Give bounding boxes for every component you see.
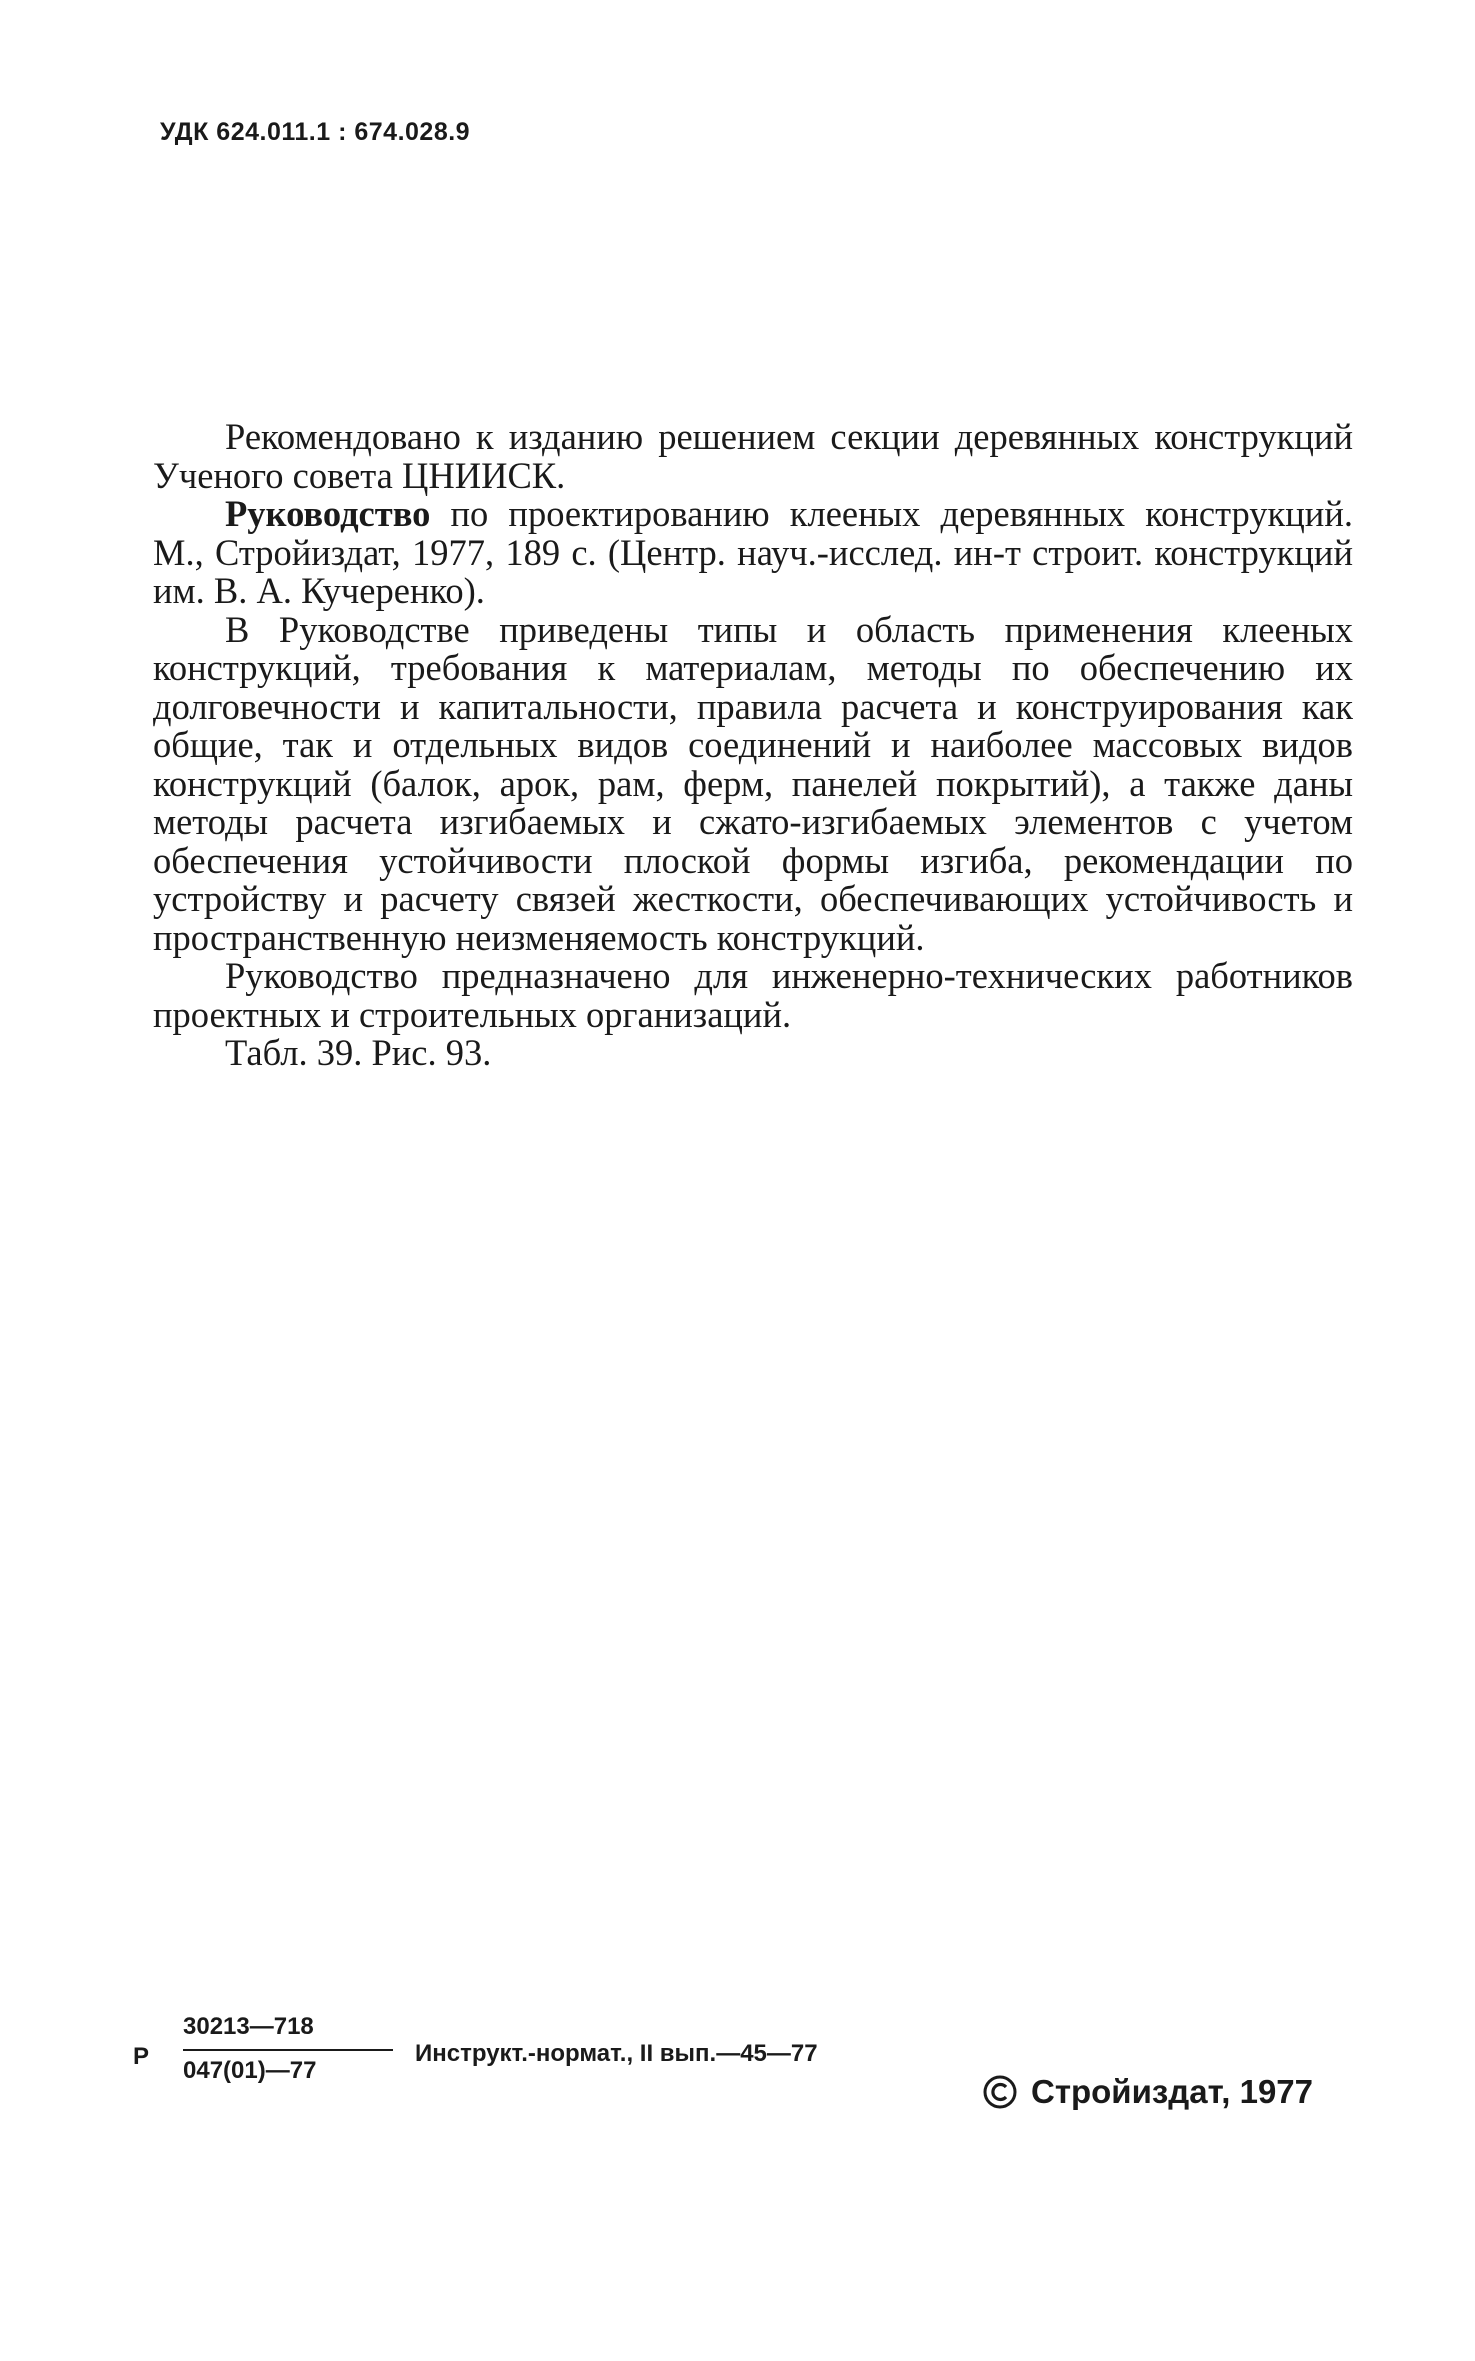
bibliographic-details: по проектированию клееных деревянных конструкций. М., Стройиздат, 1977, 189 с. (Центр. науч.-исслед. ин-т строит. конструкций им. В. А. Кучеренко). bbox=[153, 493, 1353, 611]
audience-paragraph: Руководство предназначено для инженерно-технических работников проектных и строительных организаций. bbox=[153, 955, 1353, 1035]
book-title-bold: Руководство bbox=[225, 493, 431, 534]
imprint-letter: Р bbox=[133, 2043, 150, 2070]
imprint-fraction bbox=[183, 2013, 316, 2085]
copyright-line bbox=[983, 2073, 1313, 2111]
copyright-icon bbox=[983, 2075, 1017, 2109]
fraction-denominator: 047(01)—77 bbox=[183, 2057, 317, 2084]
udk-code: УДК 624.011.1 : 674.028.9 bbox=[160, 118, 471, 146]
instruction-reference: Инструкт.-нормат., II вып.—45—77 bbox=[415, 2040, 818, 2067]
annotation-text bbox=[153, 418, 1353, 1073]
fraction-line bbox=[183, 2049, 393, 2051]
recommendation-paragraph: Рекомендовано к изданию решением секции деревянных конструкций Ученого совета ЦНИИСК. bbox=[153, 416, 1353, 496]
fraction-numerator: 30213—718 bbox=[183, 2013, 314, 2040]
content-summary-paragraph: В Руководстве приведены типы и область применения клееных конструкций, требования к материалам, методы по обеспечению их долговечности и капитальности, правила расчета и конструирования как общие, так и отдельных видов соединений и наиболее массовых видов конструкций (балок, арок, рам, ферм, панелей покрытий), а также даны методы расчета изгибаемых и сжато-изгибаемых элементов с учетом обеспечения устойчивости плоской формы изгиба, рекомендации по устройству и расчету связей жесткости, обеспечивающих устойчивость и пространственную неизменяемость конструкций. bbox=[153, 608, 1353, 958]
bibliographic-paragraph bbox=[153, 495, 1353, 611]
copyright-text: Стройиздат, 1977 bbox=[1031, 2073, 1314, 2110]
tables-figures-count: Табл. 39. Рис. 93. bbox=[225, 1032, 492, 1073]
